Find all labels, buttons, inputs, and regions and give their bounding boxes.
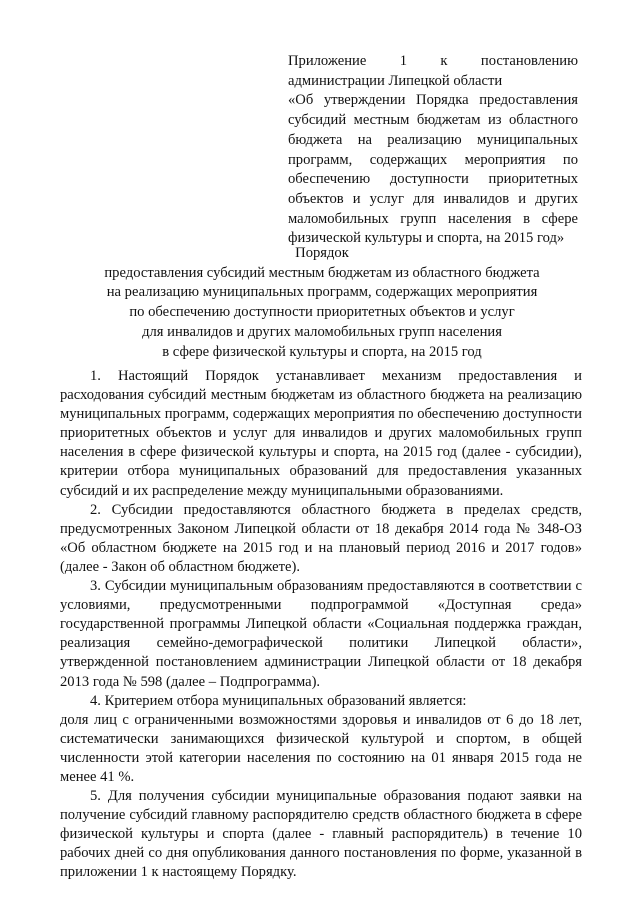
paragraph-2: 2. Субсидии предоставляются областного бюджета в пределах средств, предусмотренных Законом Липецкой области от 18 декабря 2014 года № 348-ОЗ «Об областном бюджете на 2015 год и на плановый период 2016 и 2017 годов» (далее - Закон об областном бюджете). [60,501,582,575]
appendix-line-1: Приложение 1 к постановлению [288,53,578,69]
appendix-header [288,52,578,249]
paragraph-1: 1. Настоящий Порядок устанавливает механизм предоставления и расходования субсидий местным бюджетам из областного бюджета на реализацию муниципальных программ, содержащих мероприятия по обеспечению доступности приоритетных объектов и услуг для инвалидов и других маломобильных групп населения в сфере физической культуры и спорта, на 2015 год (далее - субсидии), критерии отбора муниципальных образований для предоставления указанных субсидий и их распределение между муниципальными образованиями. [60,368,582,499]
title-heading: Порядок [295,245,349,261]
title-subline-5: в сфере физической культуры и спорта, на 2015 год [162,343,482,360]
appendix-line-2: администрации Липецкой области [288,72,503,89]
document-title [60,244,584,362]
document-body [60,367,582,883]
paragraph-3: 3. Субсидии муниципальным образованиям предоставляются в соответствии с условиями, предусмотренными подпрограммой «Доступная среда» государственной программы Липецкой области «Социальная поддержка граждан, реализация семейно-демографической политики Липецкой области», утвержденной постановлением администрации Липецкой области от 18 декабря 2013 года № 598 (далее – Подпрограмма). [60,578,582,690]
paragraph-4: 4. Критерием отбора муниципальных образований является: [90,692,467,709]
appendix-resolution-title: «Об утверждении Порядка предоставления субсидий местным бюджетам из областного бюджета на реализацию муниципальных программ, содержащих мероприятия по обеспечению доступности приоритетных объектов и услуг для инвалидов и других маломобильных групп населения в сфере физической культуры и спорта, на 2015 год» [288,92,578,247]
paragraph-5: 5. Для получения субсидии муниципальные образования подают заявки на получение субсидий главному распорядителю средств областного бюджета в сфере физической культуры и спорта (далее - главный распорядитель) в течение 10 рабочих дней со дня опубликования данного постановления по форме, указанной в приложении 1 к настоящему Порядку. [60,788,582,881]
title-subline-1: предоставления субсидий местным бюджетам из областного бюджета [104,264,540,281]
paragraph-4-criterion: доля лиц с ограниченными возможностями здоровья и инвалидов от 6 до 18 лет, систематически занимающихся физической культурой и спортом, в общей численности этой категории населения по состоянию на 01 января 2015 года не менее 41 %. [60,711,582,785]
title-subline-3: по обеспечению доступности приоритетных объектов и услуг [129,304,515,321]
title-subline-2: на реализацию муниципальных программ, содержащих мероприятия [106,284,538,301]
title-subline-4: для инвалидов и других маломобильных групп населения [142,323,502,340]
